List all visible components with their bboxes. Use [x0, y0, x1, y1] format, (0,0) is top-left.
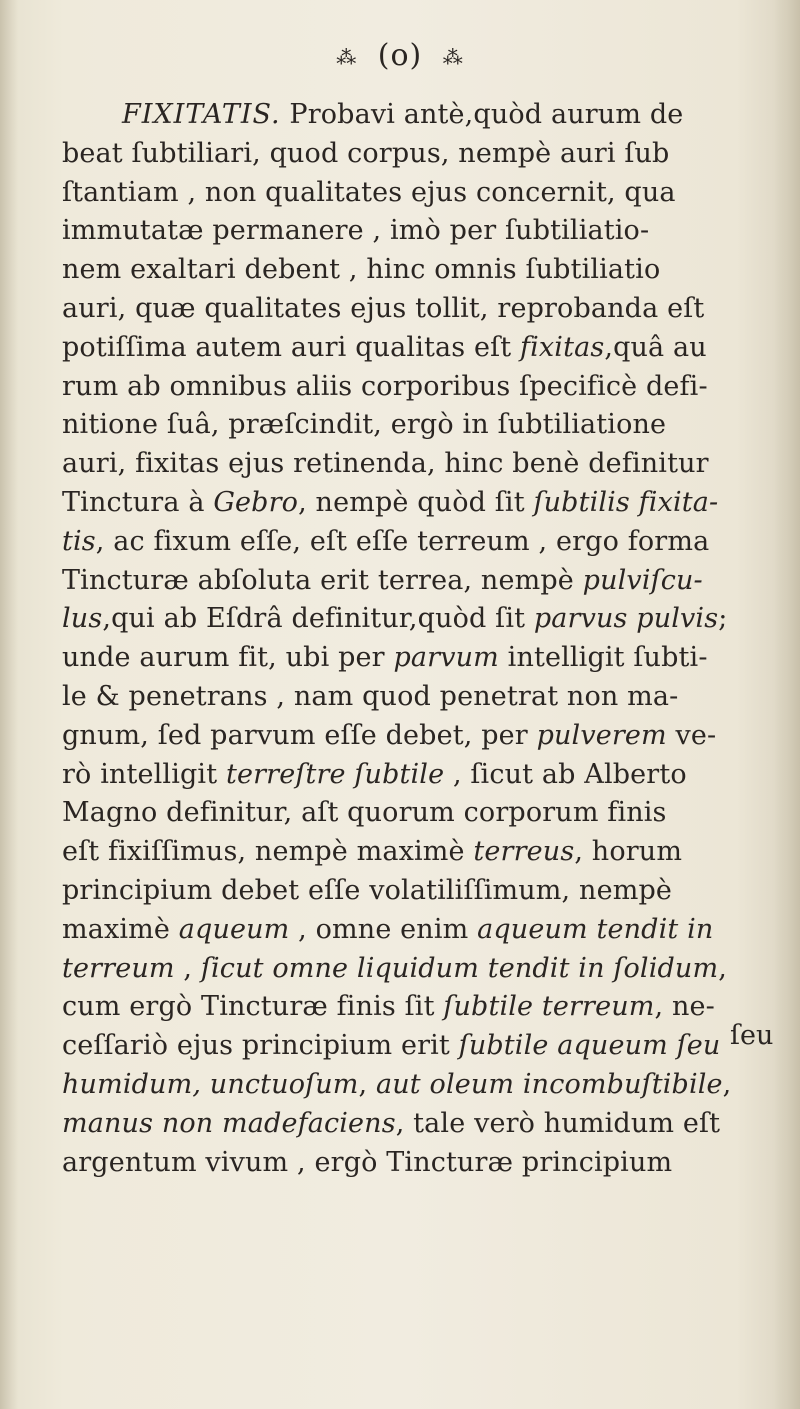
text-segment: rò intelligit [62, 758, 226, 790]
italic-segment: aqueum [178, 913, 290, 945]
text-line [62, 329, 792, 368]
italic-segment: lus [62, 603, 103, 635]
text-line [62, 678, 792, 717]
text-segment: unde aurum fit, ubi per [62, 642, 394, 674]
text-line [62, 600, 792, 639]
text-line [62, 794, 792, 833]
italic-segment: aqueum tendit in [477, 913, 714, 945]
text-segment: auri, quæ qualitates ejus tollit, reprobanda eſt [62, 292, 705, 324]
italic-segment: Gebro [213, 486, 299, 518]
text-segment: , [722, 1068, 732, 1100]
page-header [0, 38, 800, 73]
text-segment: eſt fixiſſimus, nempè maximè [62, 836, 474, 868]
text-segment: auri, fixitas ejus retinenda, hinc benè definitur [62, 448, 709, 480]
italic-segment: ſubtile terreum [443, 991, 655, 1023]
italic-segment: ſubtilis fixita- [533, 486, 719, 518]
text-line [62, 406, 792, 445]
italic-segment: aut oleum incombuſtibile [376, 1068, 723, 1100]
text-line [62, 174, 792, 213]
text-segment: maximè [62, 913, 179, 945]
italic-segment: tis [62, 525, 96, 557]
italic-segment: ſicut omne liquidum tendit in ſolidum [200, 952, 719, 984]
italic-segment: fixitas [519, 331, 605, 363]
text-segment: ceſſariò ejus principium erit [62, 1030, 459, 1062]
italic-segment: parvus pulvis [533, 603, 719, 635]
text-line [62, 872, 792, 911]
text-segment: immutatæ permanere , imò per ſubtiliatio- [62, 215, 650, 247]
text-segment: , [174, 952, 201, 984]
text-line [62, 639, 792, 678]
text-line [62, 290, 792, 329]
text-segment: , ne- [654, 991, 715, 1023]
text-segment: ,quâ au [604, 331, 707, 363]
text-line [62, 756, 792, 795]
text-segment: , ac fixum eſſe, eſt eſſe terreum , ergo forma [95, 525, 710, 557]
text-line [62, 484, 792, 523]
text-line [62, 523, 792, 562]
italic-segment: pulviſcu- [582, 564, 703, 596]
text-line [62, 562, 792, 601]
text-line [62, 251, 792, 290]
text-line [62, 950, 792, 989]
text-segment: , tale verò humidum eſt [395, 1107, 721, 1139]
text-line [62, 1066, 792, 1105]
text-line [62, 1027, 792, 1066]
page-number: (o) [377, 38, 423, 73]
text-segment: , omne enim [289, 913, 478, 945]
text-segment: argentum vivum , ergò Tincturæ principium [62, 1146, 673, 1178]
text-segment: principium debet eſſe volatiliſſimum, nempè [62, 874, 673, 906]
italic-segment: terreſtre ſubtile [225, 758, 445, 790]
text-line [62, 96, 792, 135]
italic-segment: pulverem [536, 719, 667, 751]
text-line [62, 717, 792, 756]
text-segment: gnum, ſed parvum eſſe debet, per [62, 719, 537, 751]
italic-segment: humidum, unctuoſum [62, 1068, 359, 1100]
italic-segment: terreus [473, 836, 575, 868]
text-segment: Magno definitur, aſt quorum corporum finis [62, 797, 667, 829]
text-segment: beat ſubtiliari, quod corpus, nempè auri ſub [62, 137, 670, 169]
text-line [62, 445, 792, 484]
catchword: ſeu [730, 1020, 774, 1051]
text-segment: intelligit ſubti- [498, 642, 708, 674]
italic-segment: manus non madefaciens [62, 1107, 396, 1139]
text-line [62, 212, 792, 251]
text-segment: Tincturæ abſoluta erit terrea, nempè [62, 564, 583, 596]
italic-segment: terreum [62, 952, 175, 984]
text-segment: cum ergò Tincturæ finis ſit [62, 991, 444, 1023]
text-segment: le & penetrans , nam quod penetrat non ma- [62, 680, 679, 712]
text-segment: nem exaltari debent , hinc omnis ſubtiliatio [62, 254, 661, 286]
text-segment: , [358, 1068, 377, 1100]
text-segment: Probavi antè,quòd aurum de [280, 99, 684, 130]
italic-segment: ſubtile aqueum ſeu [458, 1030, 721, 1062]
body-text [62, 96, 792, 1182]
left-ornament-icon: ⁂ [336, 45, 358, 69]
text-segment: , horum [574, 836, 683, 868]
text-segment: potiſſima autem auri qualitas eſt [62, 331, 520, 363]
text-line [62, 1105, 792, 1144]
right-ornament-icon: ⁂ [442, 45, 464, 69]
text-line [62, 1144, 792, 1183]
italic-segment: parvum [393, 642, 499, 674]
text-segment: nitione ſuâ, præſcindit, ergò in ſubtiliatione [62, 409, 667, 441]
text-segment: ſtantiam , non qualitates ejus concernit, qua [62, 176, 676, 208]
text-line [62, 368, 792, 407]
text-segment: ; [718, 603, 728, 635]
text-segment: , nempè quòd ſit [298, 486, 534, 518]
text-segment: Tinctura à [62, 486, 214, 518]
page-gutter [0, 0, 18, 1409]
italic-segment: FIXITATIS. [122, 99, 281, 130]
text-line [62, 833, 792, 872]
text-line [62, 988, 792, 1027]
text-segment: ,qui ab Eſdrâ definitur,quòd ſit [102, 603, 534, 635]
text-segment: , ſicut ab Alberto [444, 758, 687, 790]
text-segment: ve- [666, 719, 717, 751]
text-line [62, 911, 792, 950]
text-line [62, 135, 792, 174]
text-segment: , [718, 952, 727, 984]
text-segment: rum ab omnibus aliis corporibus ſpecificè defi- [62, 370, 708, 402]
